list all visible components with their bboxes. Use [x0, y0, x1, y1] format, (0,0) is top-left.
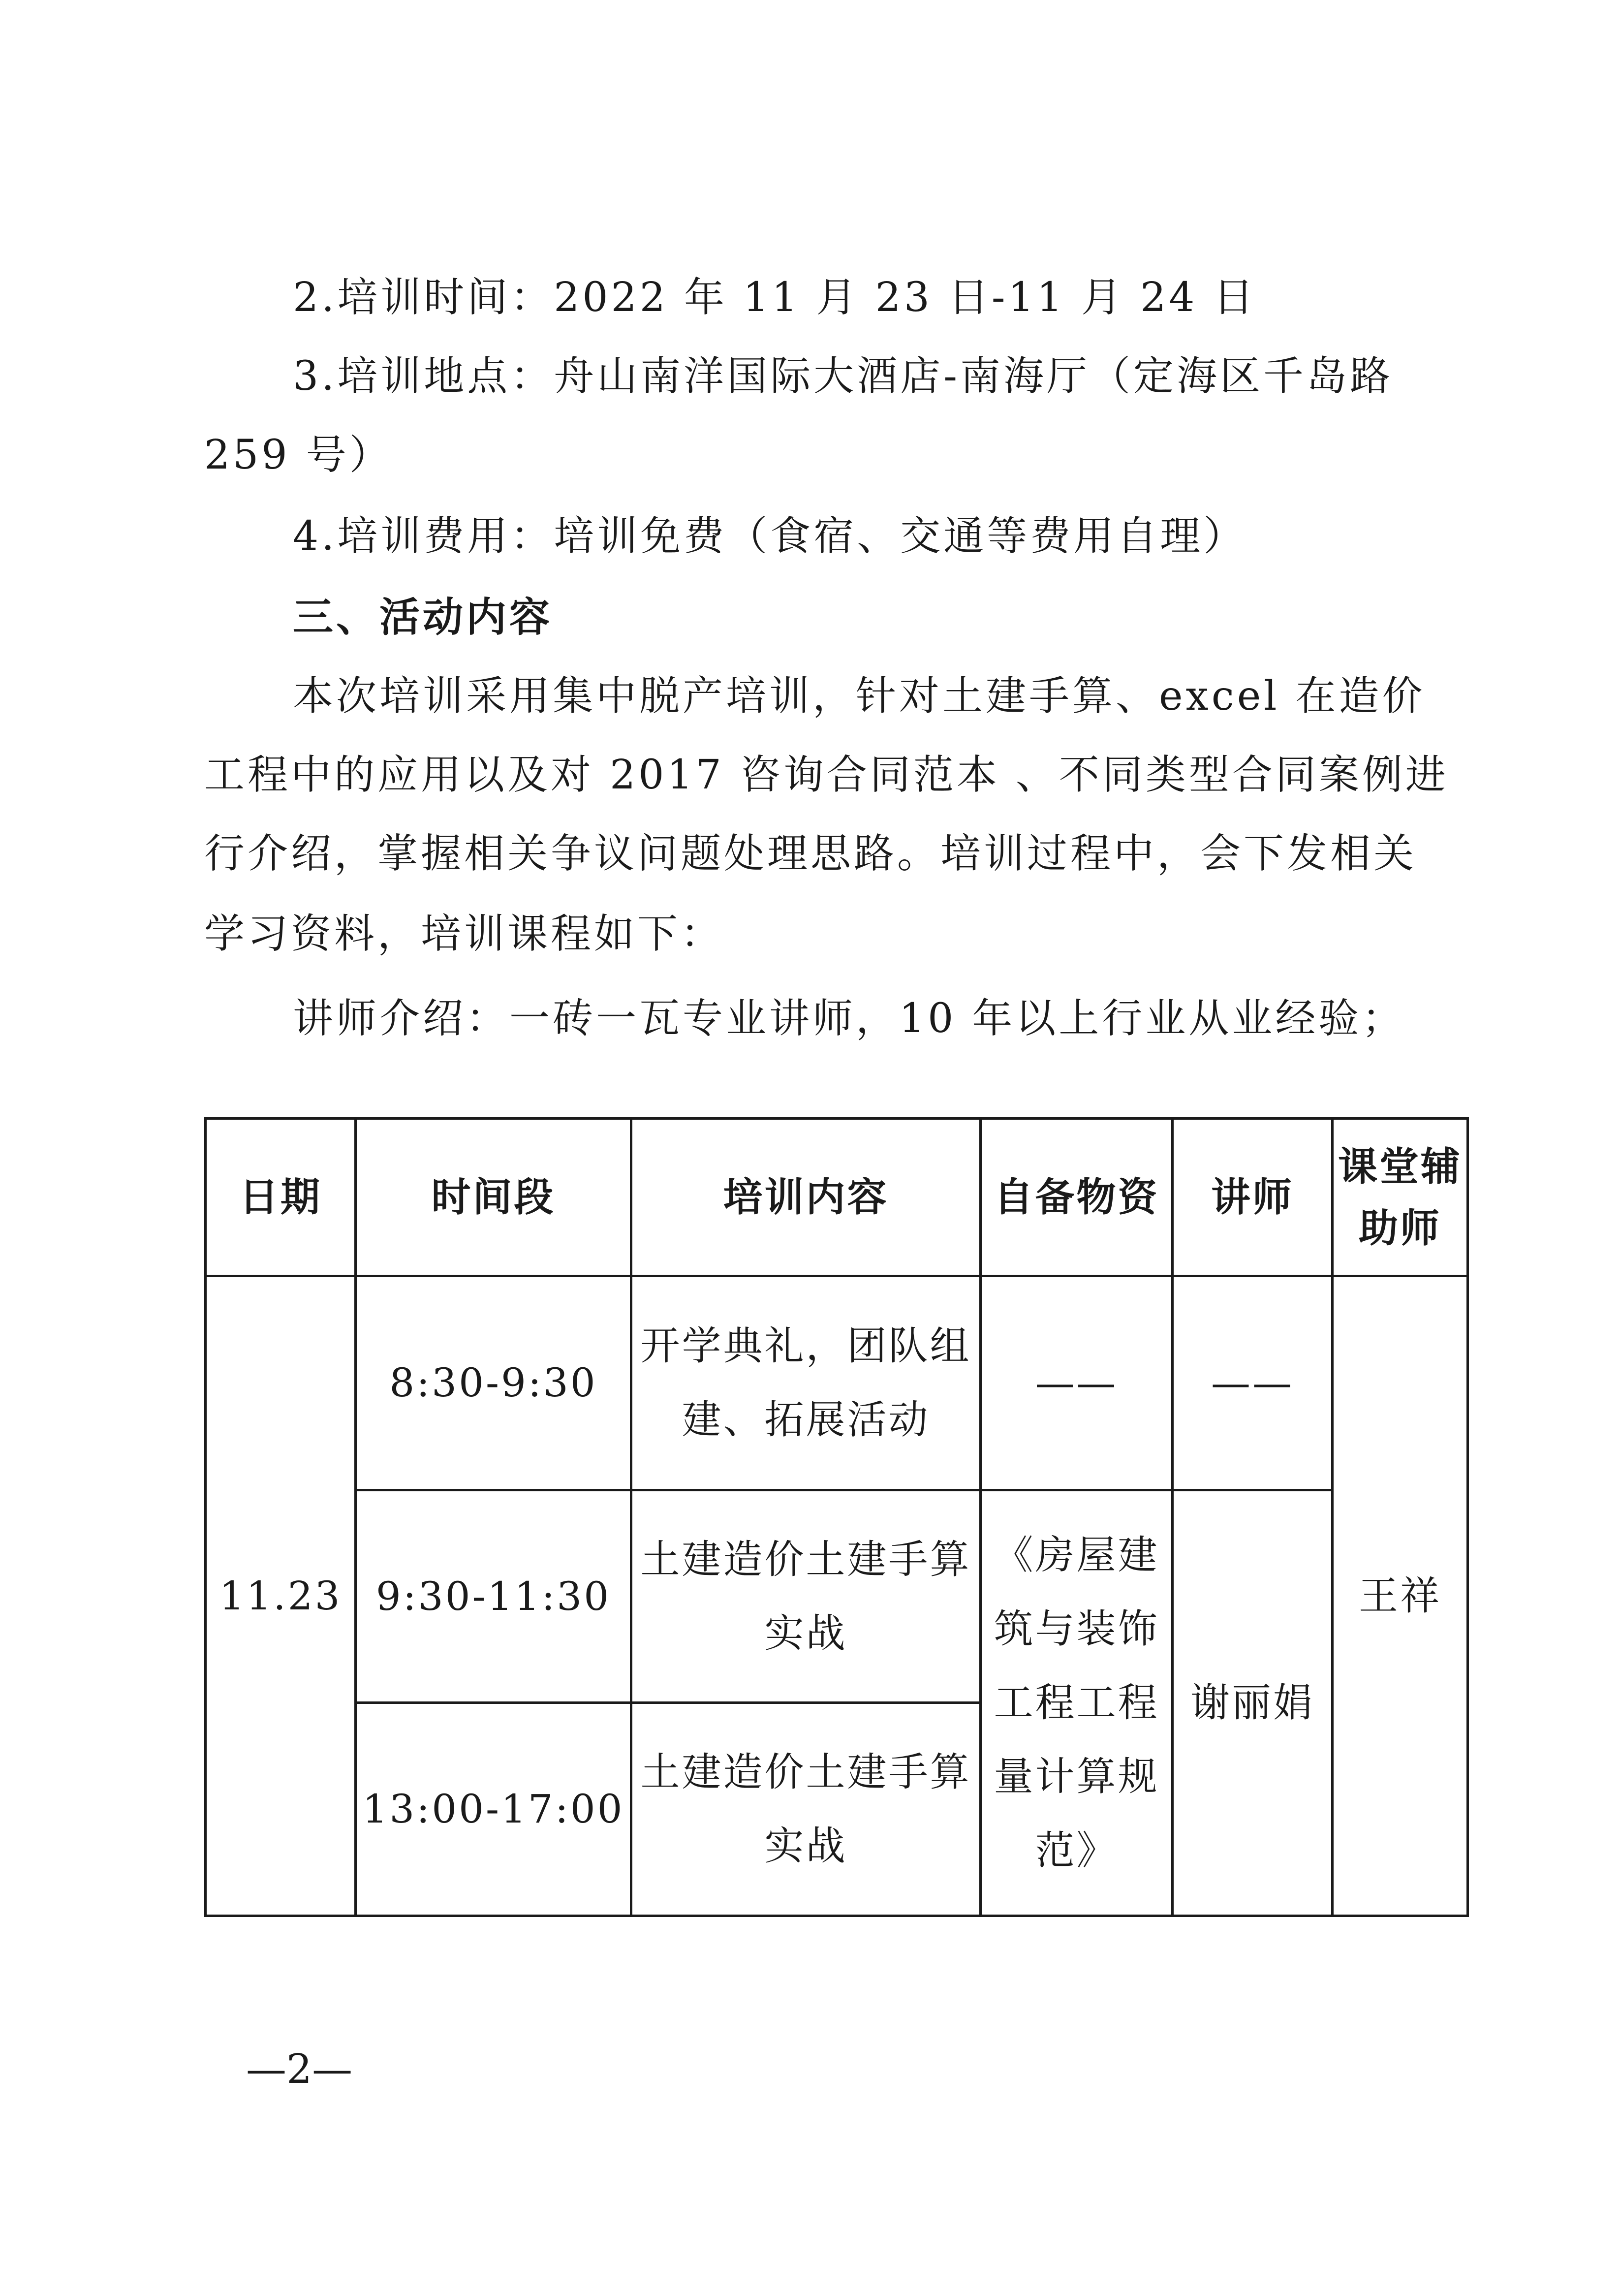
table-row: [206, 1490, 1468, 1703]
paragraph-intro-line3: 行介绍，掌握相关争议问题处理思路。培训过程中，会下发相关: [204, 830, 1417, 877]
cell-content: 土建造价土建手算实战: [631, 1490, 981, 1703]
cell-materials-shared: 《房屋建筑与装饰工程工程量计算规范》: [981, 1490, 1173, 1916]
paragraph-intro-line2: 工程中的应用以及对 2017 咨询合同范本 、不同类型合同案例进: [204, 752, 1449, 798]
header-lecturer: 讲师: [1173, 1119, 1333, 1276]
paragraph-training-fee: 4.培训费用：培训免费（食宿、交通等费用自理）: [293, 513, 1247, 560]
cell-content: 开学典礼，团队组建、拓展活动: [631, 1276, 981, 1490]
cell-date: 11.23: [206, 1276, 356, 1916]
header-content: 培训内容: [631, 1119, 981, 1276]
cell-assistant: 王祥: [1333, 1276, 1468, 1916]
cell-materials: ——: [981, 1276, 1173, 1490]
header-date: 日期: [206, 1119, 356, 1276]
paragraph-training-time: 2.培训时间：2022 年 11 月 23 日-11 月 24 日: [293, 274, 1257, 321]
page-number: —2—: [246, 2046, 353, 2093]
table-header-row: [206, 1119, 1468, 1276]
header-time: 时间段: [356, 1119, 631, 1276]
paragraph-training-location: 3.培训地点：舟山南洋国际大酒店-南海厅（定海区千岛路: [293, 353, 1393, 400]
cell-lecturer-shared: 谢丽娟: [1173, 1490, 1333, 1916]
section-heading: 三、活动内容: [293, 594, 553, 641]
cell-time: 13:00-17:00: [356, 1703, 631, 1916]
cell-time: 9:30-11:30: [356, 1490, 631, 1703]
cell-time: 8:30-9:30: [356, 1276, 631, 1490]
course-schedule-table: [204, 1117, 1469, 1917]
table-row: [206, 1276, 1468, 1490]
cell-content: 土建造价土建手算实战: [631, 1703, 981, 1916]
header-materials: 自备物资: [981, 1119, 1173, 1276]
paragraph-training-location-cont: 259 号）: [204, 432, 393, 478]
header-assistant: 课堂辅助师: [1333, 1119, 1468, 1276]
paragraph-intro-line4: 学习资料，培训课程如下：: [204, 911, 724, 957]
paragraph-lecturer-intro: 讲师介绍：一砖一瓦专业讲师，10 年以上行业从业经验；: [293, 995, 1405, 1042]
paragraph-intro-line1: 本次培训采用集中脱产培训，针对土建手算、excel 在造价: [293, 673, 1426, 720]
cell-lecturer: ——: [1173, 1276, 1333, 1490]
